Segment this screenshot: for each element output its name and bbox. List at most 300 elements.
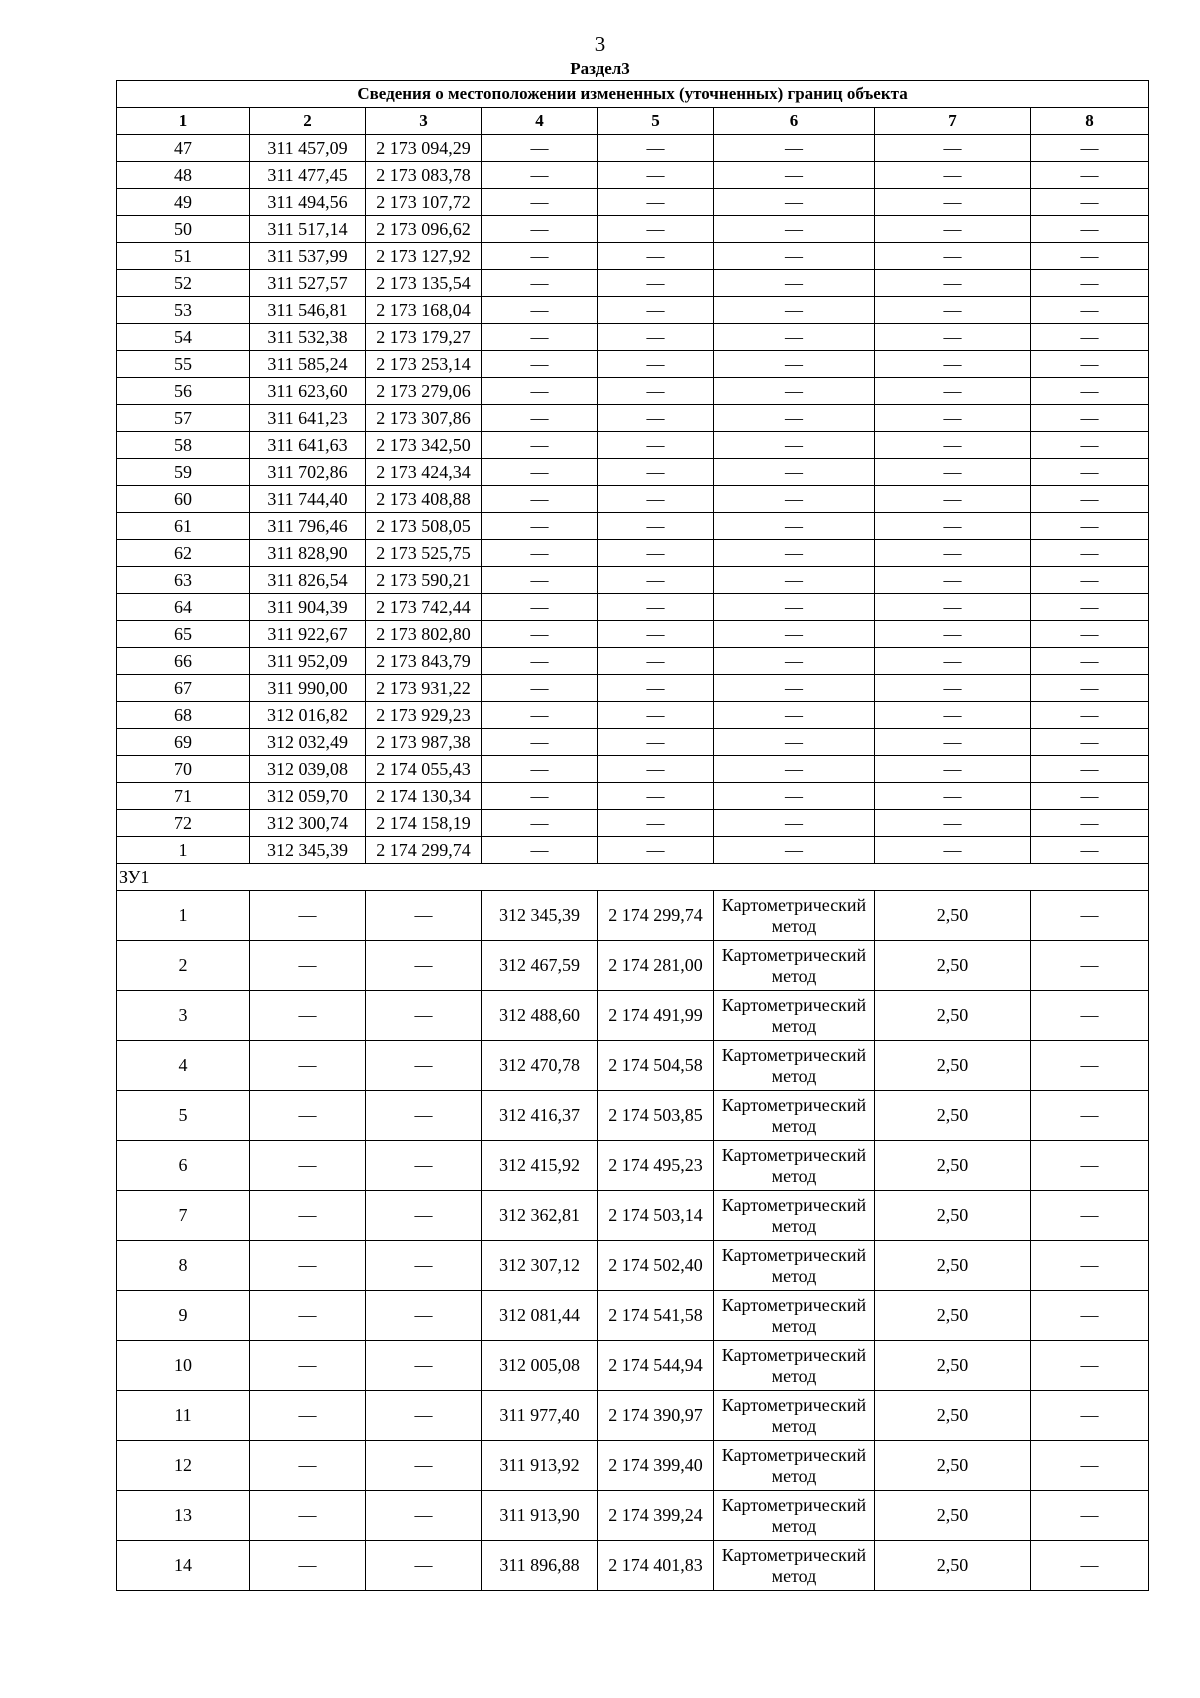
existing-x-cell: 311 546,81 [250,297,366,324]
dash-cell: — [250,991,366,1041]
table-row [117,432,1149,459]
table-row [117,189,1149,216]
dash-cell: — [598,162,714,189]
dash-cell: — [1031,243,1149,270]
dash-cell: — [598,243,714,270]
dash-cell: — [714,648,875,675]
table-row [117,1091,1149,1141]
existing-y-cell: 2 173 135,54 [366,270,482,297]
dash-cell: — [1031,1141,1149,1191]
point-number-cell: 10 [117,1341,250,1391]
dash-cell: — [1031,1491,1149,1541]
existing-y-cell: 2 173 342,50 [366,432,482,459]
dash-cell: — [1031,270,1149,297]
dash-cell: — [1031,1191,1149,1241]
existing-x-cell: 312 300,74 [250,810,366,837]
new-y-cell: 2 174 504,58 [598,1041,714,1091]
table-row [117,756,1149,783]
dash-cell: — [875,216,1031,243]
existing-y-cell: 2 173 094,29 [366,135,482,162]
point-number-cell: 14 [117,1541,250,1591]
point-number-cell: 64 [117,594,250,621]
dash-cell: — [1031,189,1149,216]
dash-cell: — [482,837,598,864]
dash-cell: — [714,432,875,459]
dash-cell: — [875,432,1031,459]
dash-cell: — [1031,513,1149,540]
new-y-cell: 2 174 491,99 [598,991,714,1041]
dash-cell: — [875,270,1031,297]
existing-x-cell: 311 517,14 [250,216,366,243]
dash-cell: — [366,1441,482,1491]
new-x-cell: 312 005,08 [482,1341,598,1391]
dash-cell: — [1031,941,1149,991]
dash-cell: — [1031,432,1149,459]
point-number-cell: 5 [117,1091,250,1141]
existing-x-cell: 312 032,49 [250,729,366,756]
group-label-cell: ЗУ1 [117,864,1149,891]
existing-y-cell: 2 173 253,14 [366,351,482,378]
existing-y-cell: 2 173 424,34 [366,459,482,486]
dash-cell: — [482,621,598,648]
existing-y-cell: 2 173 802,80 [366,621,482,648]
point-number-cell: 63 [117,567,250,594]
dash-cell: — [1031,675,1149,702]
dash-cell: — [714,783,875,810]
dash-cell: — [875,837,1031,864]
dash-cell: — [875,675,1031,702]
table-row [117,378,1149,405]
dash-cell: — [714,729,875,756]
table-row [117,243,1149,270]
point-number-cell: 50 [117,216,250,243]
point-number-cell: 58 [117,432,250,459]
dash-cell: — [1031,405,1149,432]
existing-y-cell: 2 174 130,34 [366,783,482,810]
dash-cell: — [1031,567,1149,594]
method-cell: Картометрический метод [714,1491,875,1541]
dash-cell: — [250,891,366,941]
table-row [117,621,1149,648]
dash-cell: — [714,675,875,702]
method-cell: Картометрический метод [714,891,875,941]
existing-y-cell: 2 174 055,43 [366,756,482,783]
existing-x-cell: 311 527,57 [250,270,366,297]
dash-cell: — [1031,783,1149,810]
dash-cell: — [714,513,875,540]
dash-cell: — [598,783,714,810]
dash-cell: — [1031,324,1149,351]
dash-cell: — [714,189,875,216]
existing-x-cell: 311 796,46 [250,513,366,540]
dash-cell: — [714,351,875,378]
dash-cell: — [1031,540,1149,567]
existing-y-cell: 2 173 929,23 [366,702,482,729]
dash-cell: — [366,1141,482,1191]
existing-y-cell: 2 173 525,75 [366,540,482,567]
table-row [117,941,1149,991]
column-number: 8 [1031,108,1149,135]
existing-x-cell: 311 744,40 [250,486,366,513]
existing-x-cell: 311 457,09 [250,135,366,162]
dash-cell: — [598,216,714,243]
accuracy-cell: 2,50 [875,1291,1031,1341]
new-y-cell: 2 174 299,74 [598,891,714,941]
dash-cell: — [366,941,482,991]
table-row [117,540,1149,567]
dash-cell: — [714,270,875,297]
new-y-cell: 2 174 281,00 [598,941,714,991]
dash-cell: — [366,1041,482,1091]
dash-cell: — [875,405,1031,432]
existing-y-cell: 2 174 158,19 [366,810,482,837]
method-cell: Картометрический метод [714,941,875,991]
dash-cell: — [714,243,875,270]
point-number-cell: 52 [117,270,250,297]
dash-cell: — [1031,1441,1149,1491]
table-row [117,991,1149,1041]
point-number-cell: 8 [117,1241,250,1291]
dash-cell: — [482,243,598,270]
dash-cell: — [598,810,714,837]
dash-cell: — [250,1291,366,1341]
dash-cell: — [366,1291,482,1341]
existing-x-cell: 312 039,08 [250,756,366,783]
new-y-cell: 2 174 503,85 [598,1091,714,1141]
dash-cell: — [875,162,1031,189]
dash-cell: — [366,1491,482,1541]
dash-cell: — [1031,891,1149,941]
dash-cell: — [714,378,875,405]
dash-cell: — [598,135,714,162]
dash-cell: — [366,1091,482,1141]
dash-cell: — [714,810,875,837]
method-cell: Картометрический метод [714,1141,875,1191]
dash-cell: — [1031,991,1149,1041]
dash-cell: — [482,216,598,243]
dash-cell: — [875,513,1031,540]
dash-cell: — [482,810,598,837]
dash-cell: — [482,648,598,675]
existing-x-cell: 312 059,70 [250,783,366,810]
dash-cell: — [1031,135,1149,162]
dash-cell: — [875,810,1031,837]
accuracy-cell: 2,50 [875,1341,1031,1391]
existing-y-cell: 2 173 508,05 [366,513,482,540]
table-row [117,837,1149,864]
table-row [117,513,1149,540]
dash-cell: — [1031,621,1149,648]
dash-cell: — [714,837,875,864]
existing-x-cell: 312 016,82 [250,702,366,729]
dash-cell: — [598,729,714,756]
dash-cell: — [482,756,598,783]
table-caption: Сведения о местоположении измененных (уточненных) границ объекта [117,81,1149,108]
dash-cell: — [250,1191,366,1241]
dash-cell: — [1031,1091,1149,1141]
dash-cell: — [875,378,1031,405]
accuracy-cell: 2,50 [875,1441,1031,1491]
table-row [117,702,1149,729]
dash-cell: — [714,540,875,567]
table-row [117,1541,1149,1591]
point-number-cell: 57 [117,405,250,432]
table-row [117,1041,1149,1091]
new-y-cell: 2 174 541,58 [598,1291,714,1341]
existing-x-cell: 311 952,09 [250,648,366,675]
point-number-cell: 4 [117,1041,250,1091]
existing-y-cell: 2 173 096,62 [366,216,482,243]
dash-cell: — [875,324,1031,351]
new-x-cell: 312 415,92 [482,1141,598,1191]
existing-x-cell: 311 623,60 [250,378,366,405]
dash-cell: — [714,162,875,189]
dash-cell: — [875,297,1031,324]
method-cell: Картометрический метод [714,1541,875,1591]
table-row [117,459,1149,486]
point-number-cell: 71 [117,783,250,810]
dash-cell: — [482,594,598,621]
method-cell: Картометрический метод [714,1391,875,1441]
dash-cell: — [598,405,714,432]
method-cell: Картометрический метод [714,991,875,1041]
column-number: 7 [875,108,1031,135]
table-row [117,324,1149,351]
dash-cell: — [714,324,875,351]
dash-cell: — [482,135,598,162]
dash-cell: — [366,1191,482,1241]
table-row [117,405,1149,432]
dash-cell: — [1031,756,1149,783]
dash-cell: — [250,1141,366,1191]
dash-cell: — [250,1241,366,1291]
table-body [117,81,1149,1591]
table-row [117,1491,1149,1541]
method-cell: Картометрический метод [714,1341,875,1391]
table-row [117,1391,1149,1441]
existing-y-cell: 2 173 987,38 [366,729,482,756]
new-x-cell: 312 467,59 [482,941,598,991]
new-y-cell: 2 174 503,14 [598,1191,714,1241]
dash-cell: — [714,135,875,162]
dash-cell: — [875,135,1031,162]
dash-cell: — [598,297,714,324]
point-number-cell: 54 [117,324,250,351]
new-x-cell: 311 977,40 [482,1391,598,1441]
dash-cell: — [482,540,598,567]
new-x-cell: 312 470,78 [482,1041,598,1091]
point-number-cell: 48 [117,162,250,189]
dash-cell: — [598,567,714,594]
dash-cell: — [875,621,1031,648]
table-row [117,783,1149,810]
dash-cell: — [598,756,714,783]
dash-cell: — [482,702,598,729]
point-number-cell: 9 [117,1291,250,1341]
point-number-cell: 60 [117,486,250,513]
dash-cell: — [482,270,598,297]
dash-cell: — [598,432,714,459]
dash-cell: — [250,1341,366,1391]
dash-cell: — [250,1041,366,1091]
existing-x-cell: 311 641,63 [250,432,366,459]
accuracy-cell: 2,50 [875,1191,1031,1241]
new-x-cell: 311 913,90 [482,1491,598,1541]
point-number-cell: 55 [117,351,250,378]
point-number-cell: 67 [117,675,250,702]
page-number: 3 [594,32,606,56]
dash-cell: — [714,756,875,783]
dash-cell: — [250,1491,366,1541]
accuracy-cell: 2,50 [875,1091,1031,1141]
table-row [117,162,1149,189]
dash-cell: — [875,648,1031,675]
dash-cell: — [598,324,714,351]
existing-y-cell: 2 173 742,44 [366,594,482,621]
dash-cell: — [598,459,714,486]
method-cell: Картометрический метод [714,1441,875,1491]
column-number: 6 [714,108,875,135]
column-number-row [117,108,1149,135]
dash-cell: — [482,567,598,594]
dash-cell: — [1031,594,1149,621]
existing-y-cell: 2 173 127,92 [366,243,482,270]
dash-cell: — [875,783,1031,810]
dash-cell: — [482,351,598,378]
dash-cell: — [875,486,1031,513]
dash-cell: — [714,567,875,594]
dash-cell: — [875,702,1031,729]
existing-x-cell: 311 641,23 [250,405,366,432]
existing-x-cell: 311 477,45 [250,162,366,189]
point-number-cell: 66 [117,648,250,675]
dash-cell: — [250,1541,366,1591]
dash-cell: — [598,621,714,648]
table-row [117,1241,1149,1291]
new-x-cell: 312 488,60 [482,991,598,1041]
dash-cell: — [875,189,1031,216]
method-cell: Картометрический метод [714,1091,875,1141]
existing-x-cell: 311 990,00 [250,675,366,702]
point-number-cell: 65 [117,621,250,648]
dash-cell: — [250,1441,366,1491]
new-y-cell: 2 174 390,97 [598,1391,714,1441]
dash-cell: — [366,1341,482,1391]
table-row [117,1191,1149,1241]
dash-cell: — [714,297,875,324]
dash-cell: — [1031,459,1149,486]
new-y-cell: 2 174 544,94 [598,1341,714,1391]
new-x-cell: 311 896,88 [482,1541,598,1591]
dash-cell: — [366,1391,482,1441]
new-x-cell: 312 307,12 [482,1241,598,1291]
dash-cell: — [598,594,714,621]
dash-cell: — [714,486,875,513]
accuracy-cell: 2,50 [875,1391,1031,1441]
new-y-cell: 2 174 502,40 [598,1241,714,1291]
dash-cell: — [714,459,875,486]
dash-cell: — [1031,837,1149,864]
dash-cell: — [366,891,482,941]
point-number-cell: 61 [117,513,250,540]
dash-cell: — [714,216,875,243]
dash-cell: — [482,378,598,405]
table-row [117,567,1149,594]
dash-cell: — [250,941,366,991]
point-number-cell: 1 [117,891,250,941]
dash-cell: — [875,594,1031,621]
point-number-cell: 12 [117,1441,250,1491]
dash-cell: — [714,702,875,729]
point-number-cell: 1 [117,837,250,864]
dash-cell: — [598,702,714,729]
point-number-cell: 69 [117,729,250,756]
dash-cell: — [1031,729,1149,756]
dash-cell: — [482,675,598,702]
dash-cell: — [1031,351,1149,378]
column-number: 3 [366,108,482,135]
dash-cell: — [482,486,598,513]
dash-cell: — [714,621,875,648]
existing-y-cell: 2 173 843,79 [366,648,482,675]
accuracy-cell: 2,50 [875,1241,1031,1291]
existing-x-cell: 311 702,86 [250,459,366,486]
point-number-cell: 59 [117,459,250,486]
table-row [117,810,1149,837]
dash-cell: — [598,189,714,216]
existing-y-cell: 2 173 931,22 [366,675,482,702]
method-cell: Картометрический метод [714,1191,875,1241]
accuracy-cell: 2,50 [875,991,1031,1041]
dash-cell: — [598,351,714,378]
method-cell: Картометрический метод [714,1241,875,1291]
table-row [117,1341,1149,1391]
point-number-cell: 3 [117,991,250,1041]
new-x-cell: 312 345,39 [482,891,598,941]
existing-x-cell: 311 537,99 [250,243,366,270]
point-number-cell: 53 [117,297,250,324]
dash-cell: — [875,351,1031,378]
existing-y-cell: 2 173 168,04 [366,297,482,324]
table-row [117,1141,1149,1191]
point-number-cell: 72 [117,810,250,837]
dash-cell: — [598,513,714,540]
dash-cell: — [1031,486,1149,513]
accuracy-cell: 2,50 [875,1041,1031,1091]
column-number: 1 [117,108,250,135]
dash-cell: — [598,378,714,405]
dash-cell: — [482,297,598,324]
dash-cell: — [482,729,598,756]
table-row [117,729,1149,756]
dash-cell: — [598,675,714,702]
dash-cell: — [875,459,1031,486]
existing-y-cell: 2 174 299,74 [366,837,482,864]
dash-cell: — [598,540,714,567]
dash-cell: — [1031,1291,1149,1341]
column-number: 4 [482,108,598,135]
new-y-cell: 2 174 399,40 [598,1441,714,1491]
existing-y-cell: 2 173 083,78 [366,162,482,189]
dash-cell: — [875,243,1031,270]
existing-x-cell: 311 904,39 [250,594,366,621]
point-number-cell: 56 [117,378,250,405]
dash-cell: — [1031,378,1149,405]
existing-x-cell: 311 585,24 [250,351,366,378]
dash-cell: — [714,594,875,621]
point-number-cell: 2 [117,941,250,991]
table-row [117,135,1149,162]
